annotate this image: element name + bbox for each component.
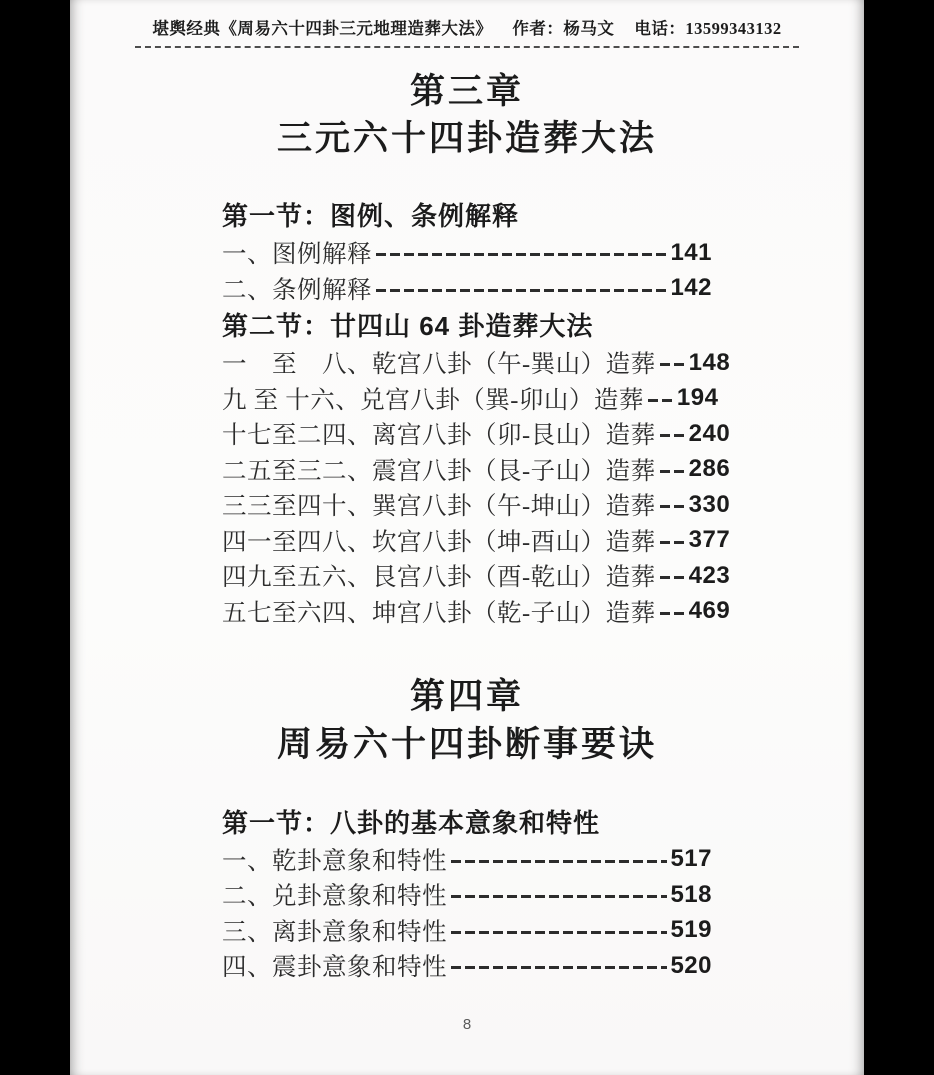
toc-entry-page: 148 <box>688 348 731 376</box>
toc-entry-page: 519 <box>670 916 712 944</box>
page-number: 8 <box>462 1016 472 1033</box>
toc-entry <box>222 270 712 306</box>
chapter4-title: 第四章 <box>409 676 524 716</box>
chapter3-subtitle: 三元六十四卦造葬大法 <box>276 119 657 158</box>
toc-entry-label: 一、乾卦意象和特性 <box>222 847 447 875</box>
chapter3-title: 第三章 <box>409 72 524 111</box>
header-author: 作者：杨马文 <box>512 19 615 38</box>
header-divider <box>135 46 799 48</box>
dash-leader <box>376 253 667 256</box>
toc-entry <box>222 913 712 949</box>
scan-border-left <box>0 0 70 1075</box>
toc-content <box>222 201 731 629</box>
toc-entry-label: 一、图例解释 <box>222 241 372 269</box>
chapter4-subtitle: 周易六十四卦断事要诀 <box>276 724 657 764</box>
chapter3-section2-heading: 第二节：廿四山 64 卦造葬大法 <box>222 310 594 341</box>
toc-entry-label: 三、离卦意象和特性 <box>222 918 447 946</box>
toc-entry-label: 二五至三二、震宫八卦（艮-子山）造葬 <box>222 457 656 485</box>
toc-entry-label: 四一至四八、坎宫八卦（坤-酉山）造葬 <box>222 528 656 556</box>
toc-entry-page: 286 <box>688 455 731 483</box>
toc-entry <box>222 877 712 913</box>
dash-leader <box>660 541 686 544</box>
chapter3-section2-entries <box>222 345 731 629</box>
toc-entry-page: 240 <box>688 419 731 447</box>
toc-entry <box>222 593 731 629</box>
dash-leader <box>660 505 686 508</box>
dash-leader <box>660 363 686 366</box>
toc-entry-page: 518 <box>670 880 712 908</box>
toc-entry-page: 469 <box>688 597 731 625</box>
dash-leader <box>660 576 686 579</box>
toc-entry <box>222 948 712 984</box>
dash-leader <box>660 434 686 437</box>
chapter4-section1-heading: 第一节：八卦的基本意象和特性 <box>222 807 601 838</box>
toc-entry-label: 十七至二四、离宫八卦（卯-艮山）造葬 <box>222 422 656 450</box>
book-page <box>70 0 864 1075</box>
chapter3-section1-entries <box>222 235 712 306</box>
toc-entry <box>222 451 731 487</box>
dash-leader <box>451 966 667 969</box>
header-book-title: 堪舆经典《周易六十四卦三元地理造葬大法》 <box>152 19 493 38</box>
chapter3-section1-heading: 第一节：图例、条例解释 <box>222 201 520 231</box>
toc-entry-label: 二、条例解释 <box>222 276 372 304</box>
toc-entry-page: 423 <box>688 561 731 589</box>
dash-leader <box>660 470 686 473</box>
toc-entry <box>222 558 731 594</box>
toc-entry-label: 五七至六四、坤宫八卦（乾-子山）造葬 <box>222 599 656 627</box>
dash-leader <box>376 289 667 292</box>
dash-leader <box>451 895 667 898</box>
chapter4-section1-entries <box>222 842 712 984</box>
toc-entry-label: 一 至 八、乾宫八卦（午-巽山）造葬 <box>222 351 656 379</box>
header-phone: 电话：13599343132 <box>634 19 782 38</box>
toc-entry-page: 517 <box>670 845 712 873</box>
dash-leader <box>451 931 667 934</box>
toc-entry-page: 377 <box>688 526 731 554</box>
toc-content-chapter4 <box>222 809 712 984</box>
dash-leader <box>648 399 674 402</box>
toc-entry <box>222 345 731 381</box>
toc-entry-label: 四、震卦意象和特性 <box>222 954 447 982</box>
scan-border-right <box>864 0 934 1075</box>
toc-entry-label: 二、兑卦意象和特性 <box>222 883 447 911</box>
toc-entry <box>222 380 719 416</box>
toc-entry <box>222 842 712 878</box>
toc-entry-label: 三三至四十、巽宫八卦（午-坤山）造葬 <box>222 493 656 521</box>
running-header <box>70 0 864 39</box>
toc-entry-page: 142 <box>670 274 712 302</box>
dash-leader <box>660 612 686 615</box>
toc-entry <box>222 522 731 558</box>
toc-entry-label: 四九至五六、艮宫八卦（酉-乾山）造葬 <box>222 564 656 592</box>
toc-entry-page: 194 <box>676 384 719 412</box>
toc-entry <box>222 487 731 523</box>
toc-entry-label: 九 至 十六、兑宫八卦（巽-卯山）造葬 <box>222 386 644 414</box>
toc-entry-page: 141 <box>670 238 712 266</box>
toc-entry <box>222 235 712 271</box>
dash-leader <box>451 860 667 863</box>
toc-entry-page: 330 <box>688 490 731 518</box>
toc-entry <box>222 416 731 452</box>
toc-entry-page: 520 <box>670 951 712 979</box>
